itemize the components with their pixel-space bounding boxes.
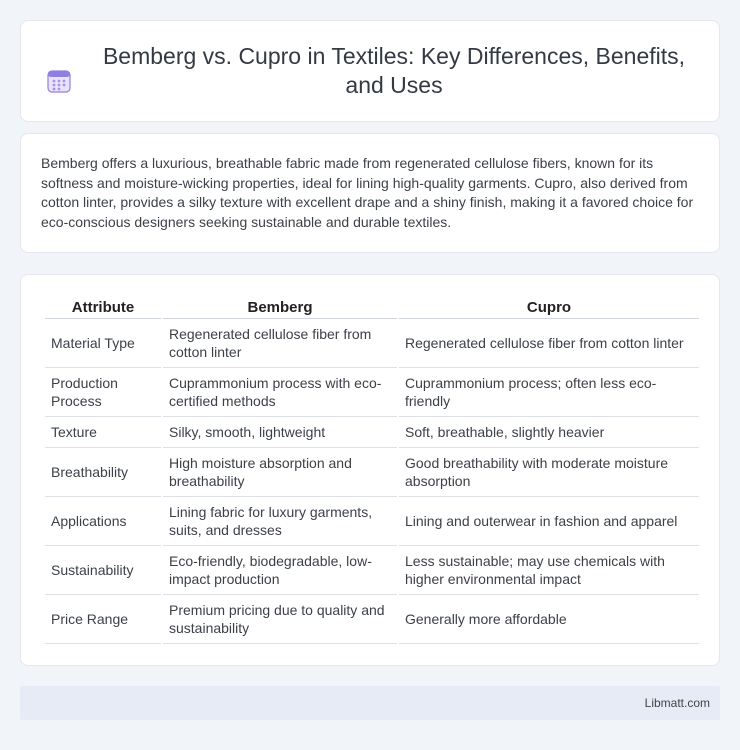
table-row — [45, 546, 699, 595]
cell-attribute: Material Type — [45, 319, 161, 368]
summary-text: Bemberg offers a luxurious, breathable fabric made from regenerated cellulose fibers, known for its softness and moisture-wicking properties, ideal for lining high-quality garments. Cupro, also derived from cotton linter, provides a silky texture with excellent drape and a shiny finish, making it a favored choice for eco-conscious designers seeking sustainable and durable textiles. — [41, 155, 694, 230]
cell-cupro: Good breathability with moderate moisture absorption — [399, 448, 699, 497]
table-row — [45, 417, 699, 448]
comparison-table-card — [20, 274, 720, 666]
cell-cupro: Generally more affordable — [399, 595, 699, 644]
comparison-table — [43, 297, 701, 644]
table-row — [45, 497, 699, 546]
cell-bemberg: Lining fabric for luxury garments, suits, and dresses — [163, 497, 397, 546]
cell-attribute: Sustainability — [45, 546, 161, 595]
cell-cupro: Lining and outerwear in fashion and apparel — [399, 497, 699, 546]
summary-card — [20, 133, 720, 253]
cell-attribute: Applications — [45, 497, 161, 546]
cell-attribute: Texture — [45, 417, 161, 448]
header-attribute: Attribute — [45, 297, 161, 319]
footer-bar — [20, 686, 720, 720]
table-row — [45, 448, 699, 497]
header-cupro: Cupro — [399, 297, 699, 319]
cell-bemberg: Premium pricing due to quality and sustainability — [163, 595, 397, 644]
page-title: Bemberg vs. Cupro in Textiles: Key Differences, Benefits, and Uses — [102, 43, 686, 98]
header-bemberg: Bemberg — [163, 297, 397, 319]
header-card — [20, 20, 720, 122]
footer-site-link[interactable]: Libmatt.com — [644, 696, 710, 710]
cell-cupro: Soft, breathable, slightly heavier — [399, 417, 699, 448]
cell-attribute: Breathability — [45, 448, 161, 497]
cell-attribute: Price Range — [45, 595, 161, 644]
table-row — [45, 319, 699, 368]
cell-bemberg: Regenerated cellulose fiber from cotton linter — [163, 319, 397, 368]
cell-bemberg: Cuprammonium process with eco-certified methods — [163, 368, 397, 417]
cell-cupro: Regenerated cellulose fiber from cotton linter — [399, 319, 699, 368]
cell-cupro: Cuprammonium process; often less eco-friendly — [399, 368, 699, 417]
cell-bemberg: Silky, smooth, lightweight — [163, 417, 397, 448]
table-header-row — [45, 297, 699, 319]
header-inner — [40, 42, 700, 100]
cell-cupro: Less sustainable; may use chemicals with higher environmental impact — [399, 546, 699, 595]
cell-attribute: Production Process — [45, 368, 161, 417]
cell-bemberg: High moisture absorption and breathability — [163, 448, 397, 497]
calendar-grid-icon — [46, 68, 72, 94]
table-row — [45, 368, 699, 417]
table-row — [45, 595, 699, 644]
cell-bemberg: Eco-friendly, biodegradable, low-impact production — [163, 546, 397, 595]
